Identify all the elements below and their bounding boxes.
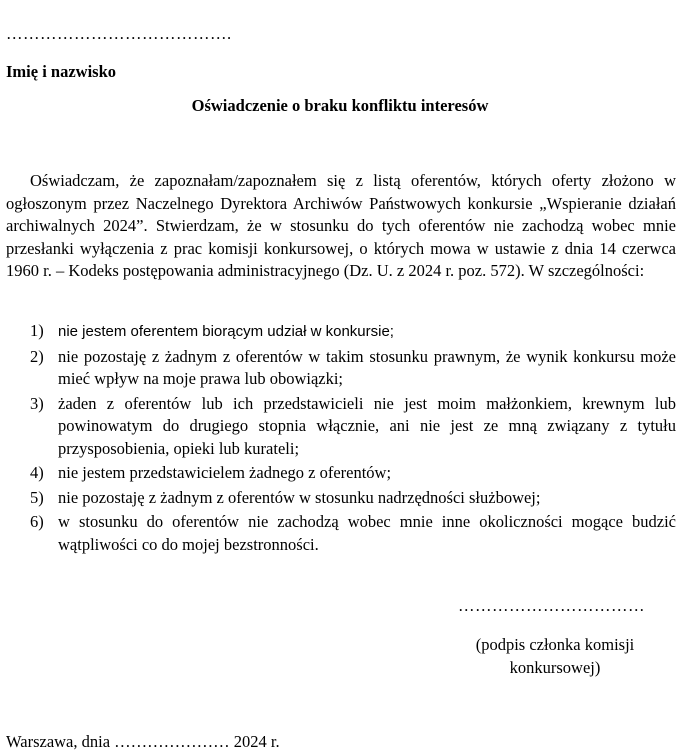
conditions-list <box>6 320 676 558</box>
declaration-paragraph: Oświadczam, że zapoznałam/zapoznałem się z listą oferentów, których oferty złożono w ogłoszonym przez Naczelnego Dyrektora Archiwów Państwowych konkursie „Wspieranie działań archiwalnych 2024”. Stwierdzam, że w stosunku do tych oferentów nie zachodzą wobec mnie przesłanki wyłączenia z prac komisji konkursowej, o których mowa w ustawie z dnia 14 czerwca 1960 r. – Kodeks postępowania administracyjnego (Dz. U. z 2024 r. poz. 572). W szczególności: <box>6 171 676 280</box>
list-item-text: żaden z oferentów lub ich przedstawicieli nie jest moim małżonkiem, krewnym lub powinowatym do drugiego stopnia włącznie, ani nie jest ze mną związany z tytułu przysposobienia, opieki lub kurateli; <box>58 393 676 458</box>
signature-dots: …………………………… <box>458 596 645 615</box>
list-item-number: 4) <box>30 463 44 482</box>
list-item-text: nie pozostaję z żadnym z oferentów w stosunku nadrzędności służbowej; <box>58 487 541 507</box>
list-item <box>6 511 676 556</box>
list-item-number: 5) <box>30 487 44 507</box>
list-item-text: nie pozostaję z żadnym z oferentów w takim stosunku prawnym, że wynik konkursu może mieć wpływ na moje prawa lub obowiązki; <box>58 346 676 388</box>
list-item <box>6 487 676 510</box>
list-item <box>6 393 676 461</box>
list-item-number: 2) <box>30 346 44 366</box>
list-item-number: 1) <box>30 321 44 340</box>
list-item-text: nie jestem przedstawicielem żadnego z oferentów; <box>58 463 392 482</box>
place-and-date: Warszawa, dnia ………………… 2024 r. <box>6 732 280 751</box>
document-title: Oświadczenie o braku konfliktu interesów <box>191 96 489 115</box>
list-item <box>6 346 676 391</box>
list-item-text: nie jestem oferentem biorącym udział w konkursie; <box>58 323 394 340</box>
list-item <box>6 320 676 344</box>
list-item-number: 3) <box>30 393 44 413</box>
name-placeholder-dots: …………………………………. <box>6 24 232 43</box>
list-item-number: 6) <box>30 512 44 531</box>
list-item <box>6 462 676 485</box>
name-label: Imię i nazwisko <box>6 62 117 81</box>
list-item-text: w stosunku do oferentów nie zachodzą wobec mnie inne okoliczności mogące budzić wątpliwości co do mojej bezstronności. <box>58 512 676 554</box>
signature-label: (podpis członka komisji konkursowej) <box>475 635 635 677</box>
